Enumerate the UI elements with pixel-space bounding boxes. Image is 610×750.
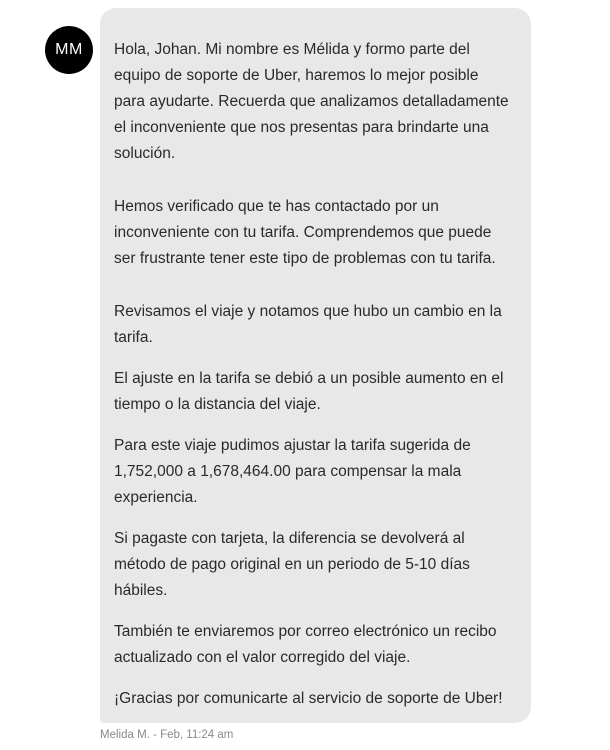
message-line: solución. <box>114 145 176 162</box>
message-line: tarifa. <box>114 329 153 346</box>
message-line: para ayudarte. Recuerda que analizamos detalladamente <box>114 93 509 110</box>
message-line: 1,752,000 a 1,678,464.00 para compensar la mala <box>114 463 462 480</box>
message-line: Hemos verificado que te has contactado por un <box>114 198 439 215</box>
message-line: inconveniente con tu tarifa. Comprendemos que puede <box>114 224 492 241</box>
message-line: el inconveniente que nos presentas para brindarte una <box>114 119 489 136</box>
message-paragraph <box>114 433 521 511</box>
message-paragraph <box>114 366 521 418</box>
message-timestamp: Melida M. - Feb, 11:24 am <box>100 729 234 741</box>
message-line: experiencia. <box>114 489 198 506</box>
message-line: También te enviaremos por correo electrónico un recibo <box>114 623 497 640</box>
message-paragraph <box>114 299 521 351</box>
message-line: El ajuste en la tarifa se debió a un posible aumento en el <box>114 370 504 387</box>
message-line: Hola, Johan. Mi nombre es Mélida y formo parte del <box>114 41 470 58</box>
message-line: Si pagaste con tarjeta, la diferencia se devolverá al <box>114 530 465 547</box>
message-line: Revisamos el viaje y notamos que hubo un cambio en la <box>114 303 502 320</box>
message-line: método de pago original en un periodo de 5-10 días <box>114 556 470 573</box>
message-paragraph <box>114 194 521 272</box>
message-line: Para este viaje pudimos ajustar la tarifa sugerida de <box>114 437 471 454</box>
message-line: ser frustrante tener este tipo de problemas con tu tarifa. <box>114 250 496 267</box>
message-paragraph <box>114 37 521 167</box>
message-paragraph <box>114 526 521 604</box>
message-paragraph <box>114 619 521 671</box>
message-line: ¡Gracias por comunicarte al servicio de soporte de Uber! <box>114 690 503 707</box>
message-paragraph <box>114 686 521 712</box>
message-line: tiempo o la distancia del viaje. <box>114 396 321 413</box>
avatar: MM <box>45 26 93 74</box>
message-line: actualizado con el valor corregido del viaje. <box>114 649 411 666</box>
message-line: hábiles. <box>114 582 168 599</box>
message-bubble <box>100 8 531 723</box>
message-line: equipo de soporte de Uber, haremos lo mejor posible <box>114 67 479 84</box>
